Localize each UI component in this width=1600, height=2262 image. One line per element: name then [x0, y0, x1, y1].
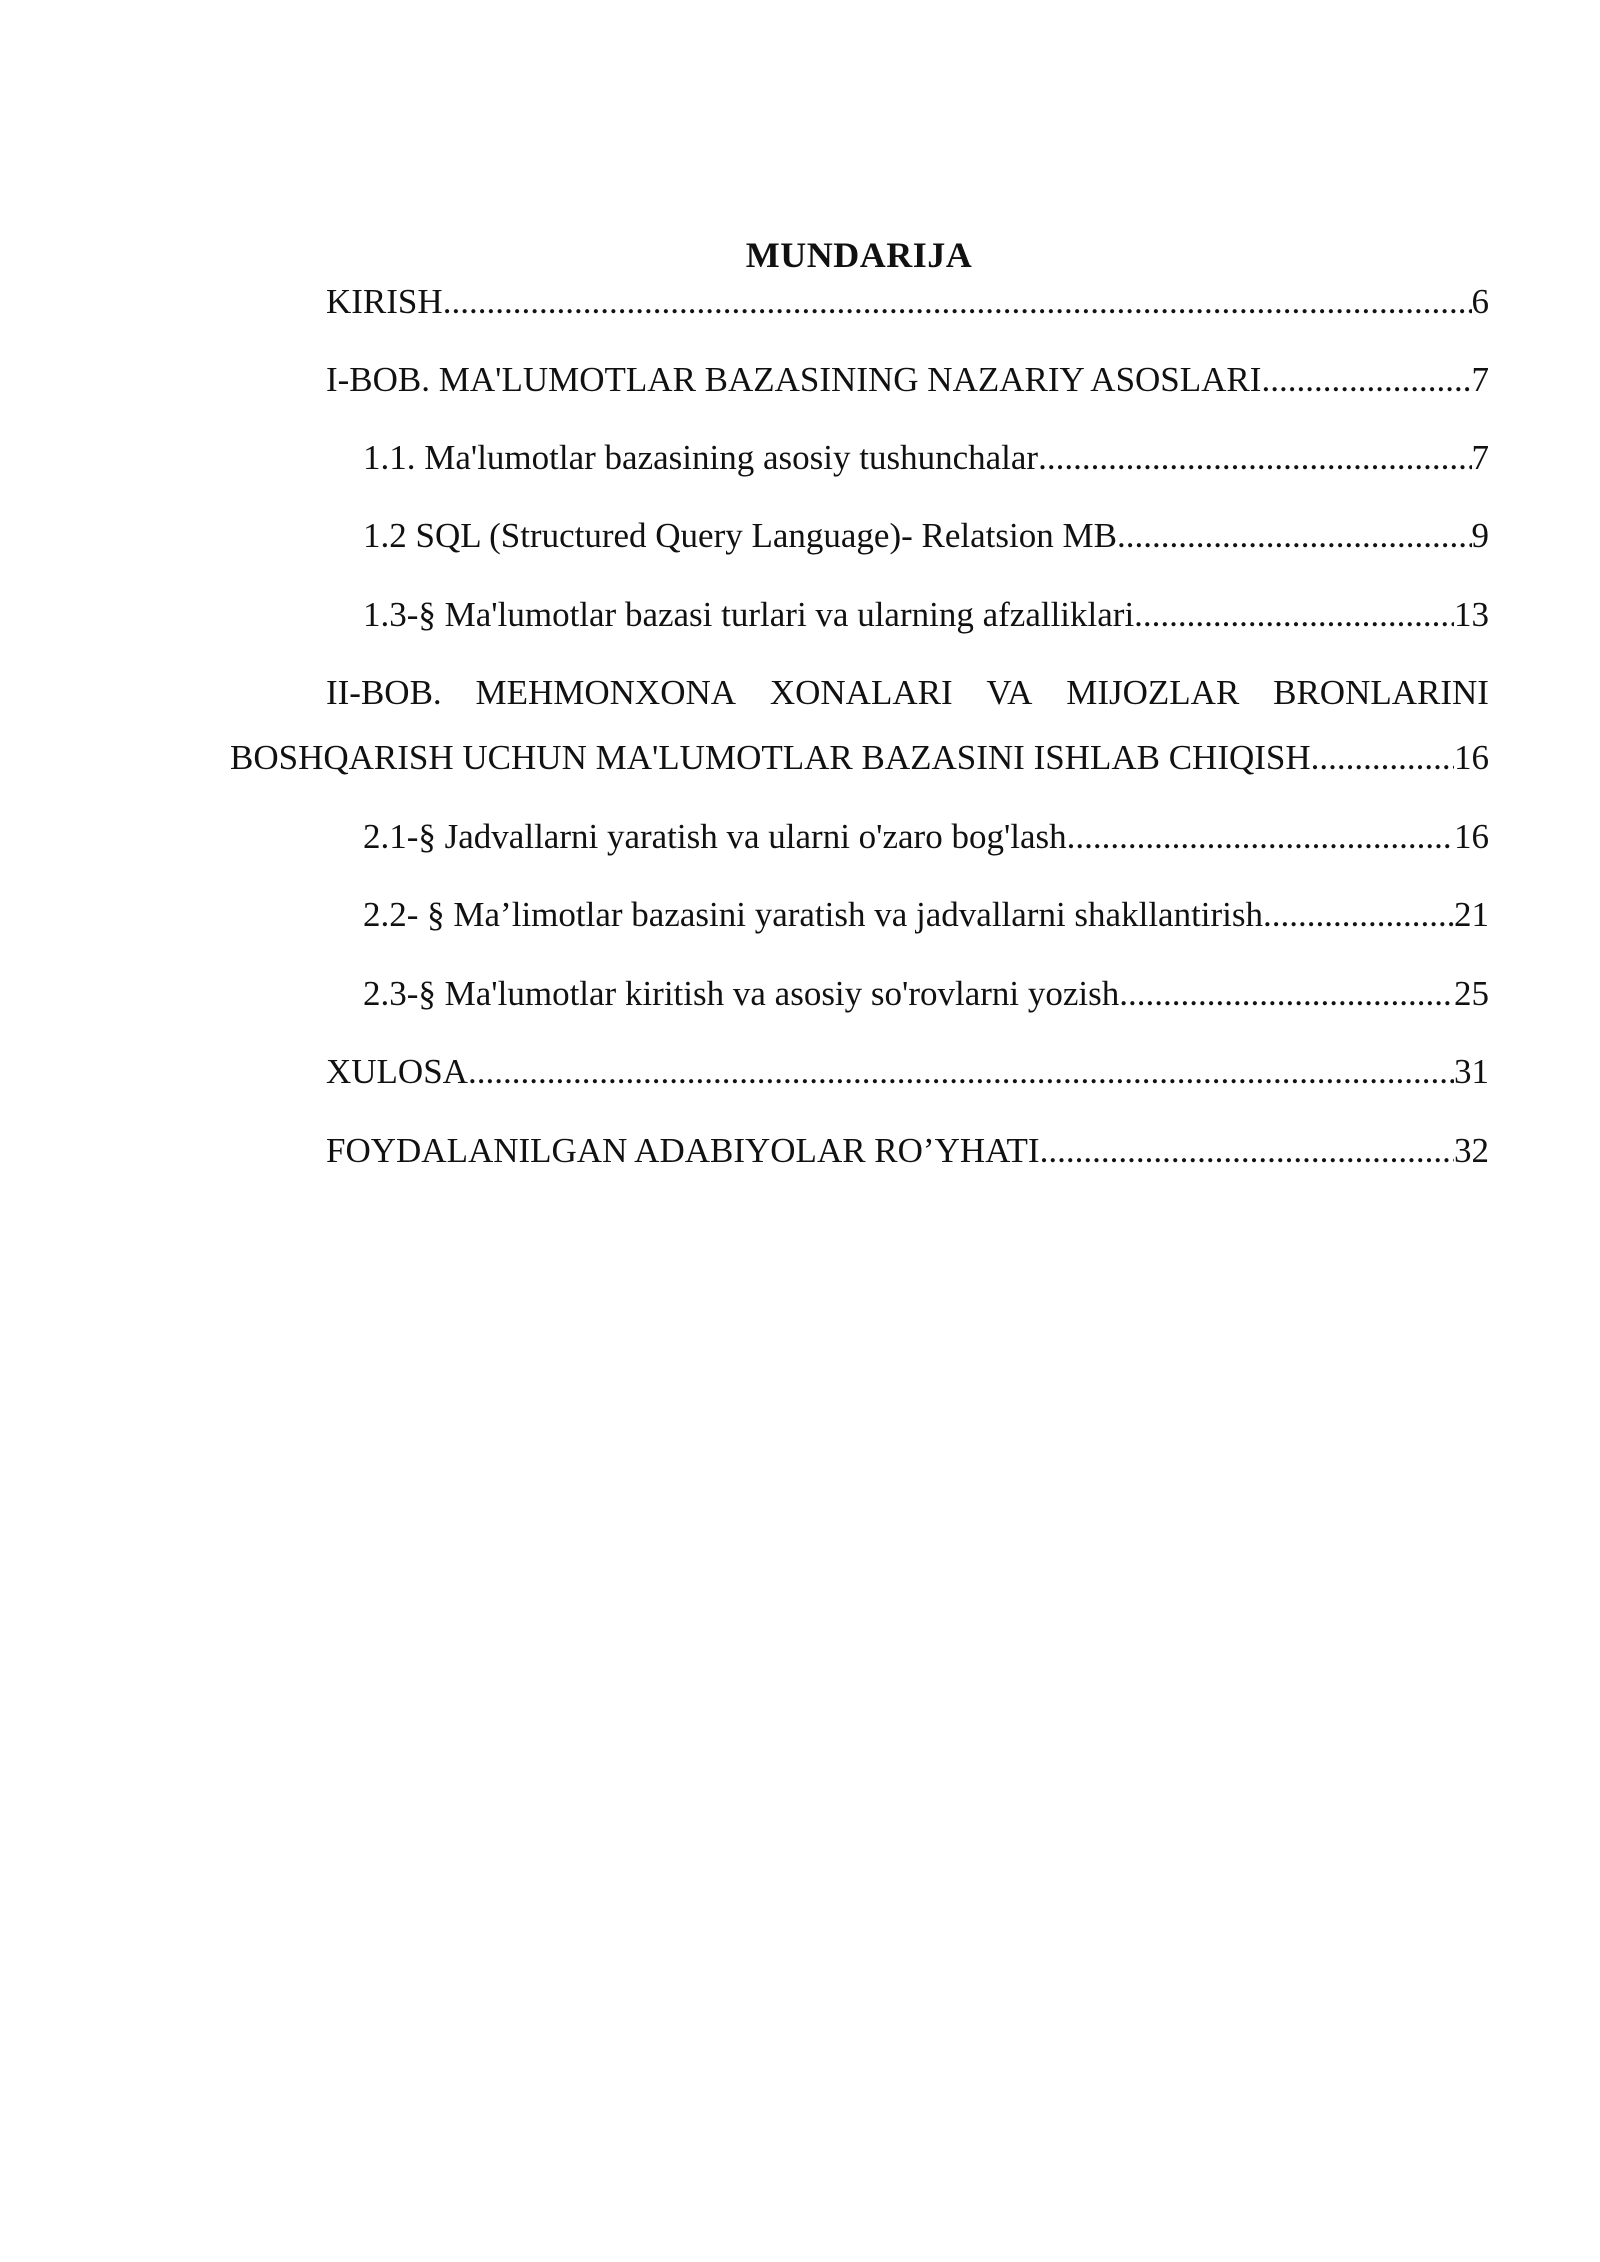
toc-entry-label: FOYDALANILGAN ADABIYOLAR RO’YHATI [326, 1131, 1040, 1170]
toc-entry-section-2-2 [363, 893, 1489, 937]
toc-entry-page: 13 [1454, 595, 1489, 634]
toc-word: BRONLARINI [1273, 673, 1489, 712]
toc-entry-section-2-3 [363, 972, 1489, 1016]
toc-entry-chapter-2-line-2 [230, 736, 1489, 780]
toc-entry-references [326, 1129, 1489, 1173]
toc-word: MEHMONXONA [475, 673, 737, 712]
toc-word: XONALARI [769, 673, 953, 712]
toc-dot-leader [1261, 358, 1471, 402]
page-title: MUNDARIJA [745, 235, 973, 275]
toc-entry-section-1-1 [363, 436, 1489, 480]
toc-word: MIJOZLAR [1066, 673, 1240, 712]
toc-entry-page: 16 [1454, 817, 1489, 856]
toc-entry-label: 2.1-§ Jadvallarni yaratish va ularni o'zaro bog'lash [363, 817, 1067, 856]
toc-entry-label: 2.2- § Ma’limotlar bazasini yaratish va jadvallarni shakllantirish [363, 895, 1264, 934]
toc-entry-page: 31 [1454, 1052, 1489, 1091]
toc-dot-leader [1038, 436, 1471, 480]
toc-entry-label: BOSHQARISH UCHUN MA'LUMOTLAR BAZASINI ISHLAB CHIQISH [230, 738, 1311, 777]
toc-entry-kirish [326, 280, 1489, 324]
toc-dot-leader [1263, 893, 1454, 937]
toc-entry-page: 25 [1454, 974, 1489, 1013]
toc-entry-page: 7 [1471, 360, 1489, 399]
toc-entry-chapter-1 [326, 358, 1489, 402]
toc-entry-chapter-2-line-1 [326, 671, 1489, 715]
toc-entry-label: 1.3-§ Ma'lumotlar bazasi turlari va ularning afzalliklari [363, 595, 1135, 634]
toc-dot-leader [468, 1050, 1454, 1094]
toc-entry-label: 2.3-§ Ma'lumotlar kiritish va asosiy so'rovlarni yozish [363, 974, 1120, 1013]
toc-dot-leader [1311, 736, 1454, 780]
toc-dot-leader [1134, 593, 1454, 637]
toc-entry-page: 21 [1454, 895, 1489, 934]
toc-entry-section-1-3 [363, 593, 1489, 637]
toc-entry-page: 9 [1471, 516, 1489, 555]
toc-entry-page: 7 [1471, 438, 1489, 477]
toc-entry-xulosa [326, 1050, 1489, 1094]
toc-entry-label: 1.1. Ma'lumotlar bazasining asosiy tushunchalar [363, 438, 1039, 477]
toc-entry-label: KIRISH [326, 282, 443, 321]
toc-entry-label: XULOSA [326, 1052, 468, 1091]
toc-dot-leader [1067, 815, 1454, 859]
toc-entry-section-1-2 [363, 514, 1489, 558]
toc-entry-page: 16 [1454, 738, 1489, 777]
toc-entry-label: I-BOB. MA'LUMOTLAR BAZASINING NAZARIY ASOSLARI [326, 360, 1262, 399]
toc-dot-leader [1040, 1129, 1454, 1173]
toc-word: VA [986, 673, 1033, 712]
toc-word: II-BOB. [326, 673, 442, 712]
toc-dot-leader [1117, 514, 1472, 558]
toc-dot-leader [443, 280, 1472, 324]
toc-entry-page: 32 [1454, 1131, 1489, 1170]
toc-dot-leader [1119, 972, 1454, 1016]
toc-entry-page: 6 [1471, 282, 1489, 321]
toc-entry-section-2-1 [363, 815, 1489, 859]
toc-entry-label: 1.2 SQL (Structured Query Language)- Relatsion MB [363, 516, 1117, 555]
